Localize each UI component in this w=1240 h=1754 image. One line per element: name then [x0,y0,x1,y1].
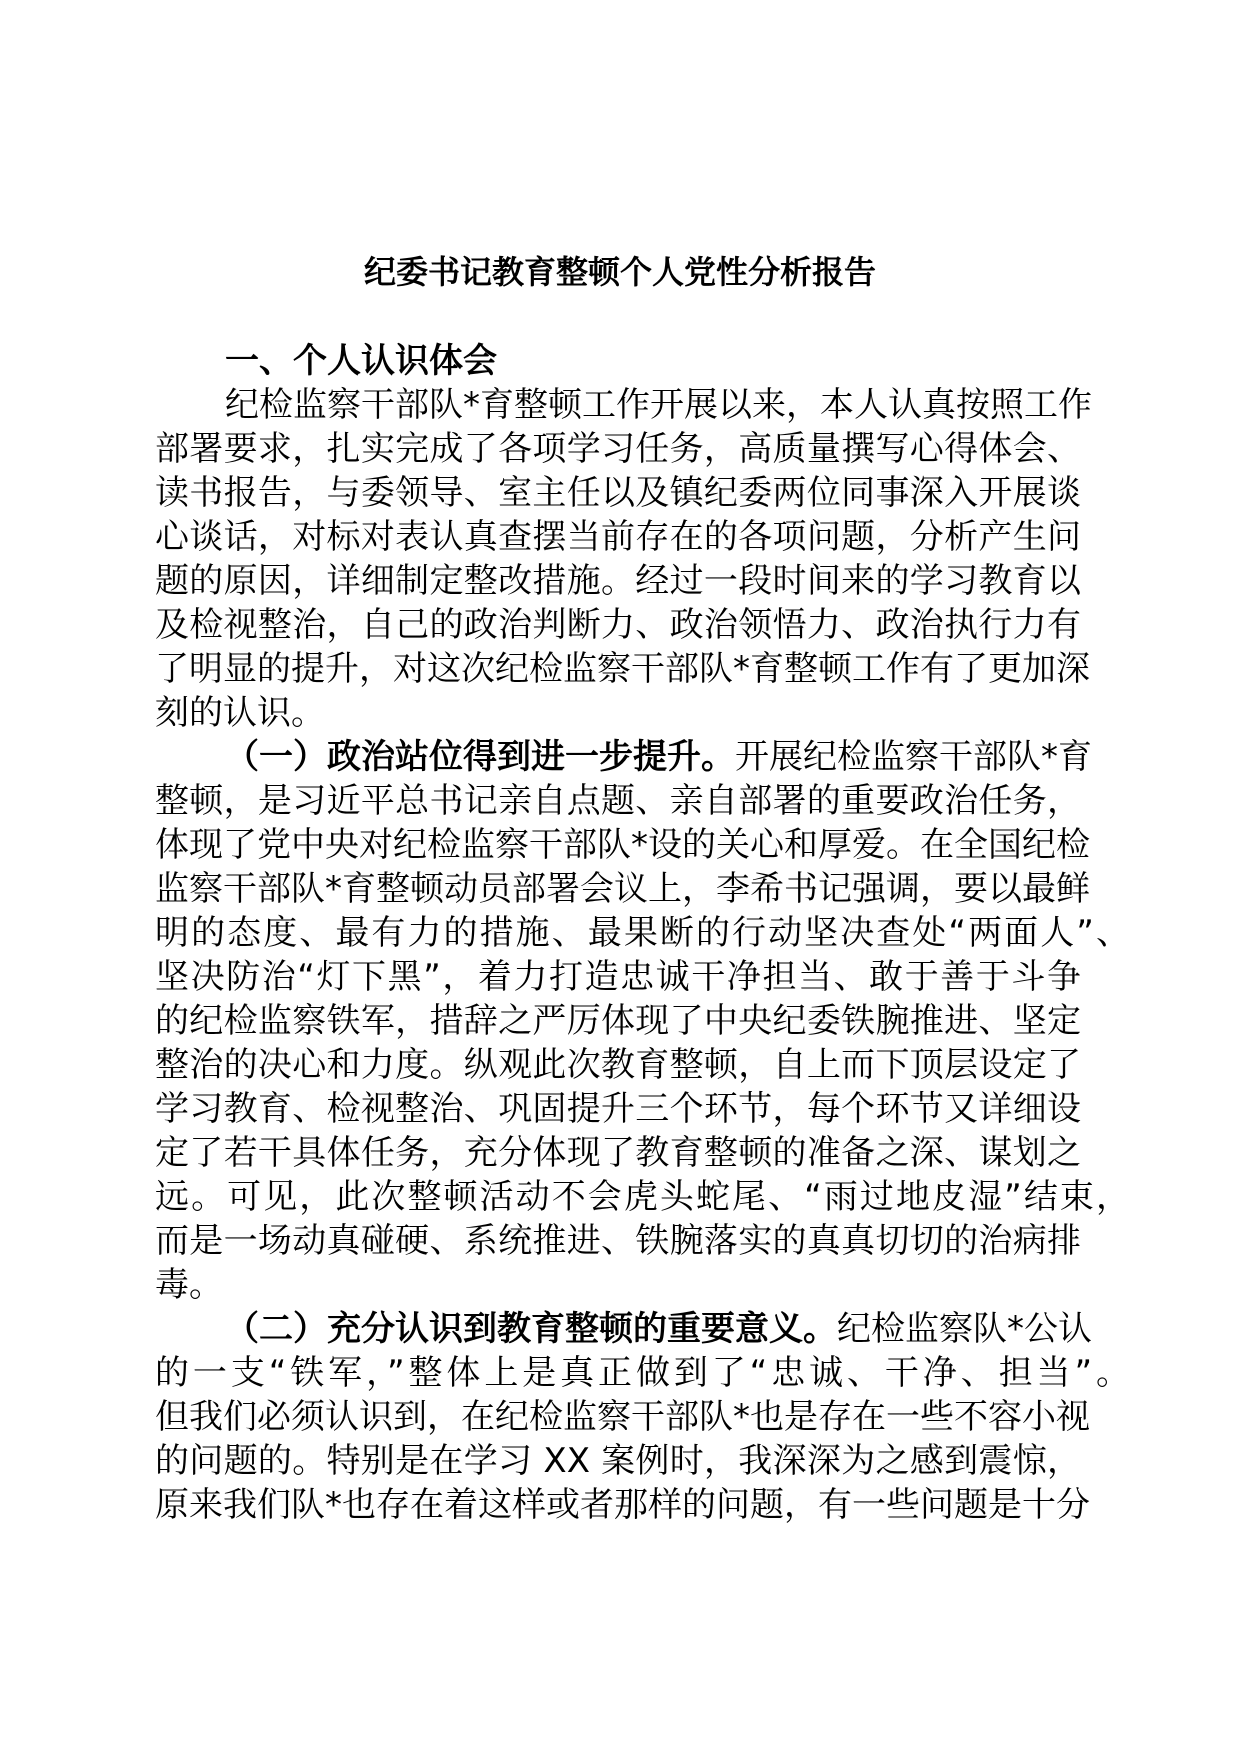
paragraph-line: 的一支“铁军，”整体上是真正做到了“忠诚、干净、担当”。 [155,1353,1130,1393]
paragraph-line: 远。可见，此次整顿活动不会虎头蛇尾、“雨过地皮湿”结束， [155,1177,1130,1217]
paragraph-line: 及检视整治，自己的政治判断力、政治领悟力、政治执行力有 [155,605,1081,645]
paragraph-line: 题的原因，详细制定整改措施。经过一段时间来的学习教育以 [155,561,1081,601]
paragraph-line [225,735,1092,779]
paragraph-line: 毒。 [155,1265,223,1305]
paragraph-line: 的问题的。特别是在学习 XX 案例时，我深深为之感到震惊， [155,1441,1081,1481]
subheading-bold: （二）充分认识到教育整顿的重要意义。 [225,1309,837,1349]
paragraph-line: 读书报告，与委领导、室主任以及镇纪委两位同事深入开展谈 [155,473,1081,513]
paragraph-line: 监察干部队*育整顿动员部署会议上，李希书记强调，要以最鲜 [155,869,1090,909]
paragraph-text: 纪检监察队*公认 [837,1309,1092,1349]
paragraph-line: 学习教育、检视整治、巩固提升三个环节，每个环节又详细设 [155,1089,1081,1129]
paragraph-line: 纪检监察干部队*育整顿工作开展以来，本人认真按照工作 [225,385,1092,425]
paragraph-line: 定了若干具体任务，充分体现了教育整顿的准备之深、谋划之 [155,1133,1081,1173]
paragraph-line: 刻的认识。 [155,693,325,733]
paragraph-line: 而是一场动真碰硬、系统推进、铁腕落实的真真切切的治病排 [155,1221,1081,1261]
section-heading: 一、个人认识体会 [225,341,497,381]
paragraph-line: 坚决防治“灯下黑”，着力打造忠诚干净担当、敢于善于斗争 [155,957,1081,997]
subheading-bold: （一）政治站位得到进一步提升。 [225,737,735,777]
paragraph-line: 心谈话，对标对表认真查摆当前存在的各项问题，分析产生问 [155,517,1081,557]
paragraph-line: 明的态度、最有力的措施、最果断的行动坚决查处“两面人”、 [155,913,1130,953]
paragraph-line: 体现了党中央对纪检监察干部队*设的关心和厚爱。在全国纪检 [155,825,1090,865]
paragraph-line: 的纪检监察铁军，措辞之严厉体现了中央纪委铁腕推进、坚定 [155,1001,1081,1041]
paragraph-line: 原来我们队*也存在着这样或者那样的问题，有一些问题是十分 [155,1485,1090,1525]
document-title: 纪委书记教育整顿个人党性分析报告 [363,253,876,291]
paragraph-text: 开展纪检监察干部队*育 [735,737,1092,777]
paragraph-line: 整治的决心和力度。纵观此次教育整顿，自上而下顶层设定了 [155,1045,1081,1085]
paragraph-line [225,1307,1092,1351]
paragraph-line: 部署要求，扎实完成了各项学习任务，高质量撰写心得体会、 [155,429,1081,469]
paragraph-line: 但我们必须认识到，在纪检监察干部队*也是存在一些不容小视 [155,1397,1090,1437]
paragraph-line: 了明显的提升，对这次纪检监察干部队*育整顿工作有了更加深 [155,649,1090,689]
paragraph-line: 整顿，是习近平总书记亲自点题、亲自部署的重要政治任务， [155,781,1081,821]
